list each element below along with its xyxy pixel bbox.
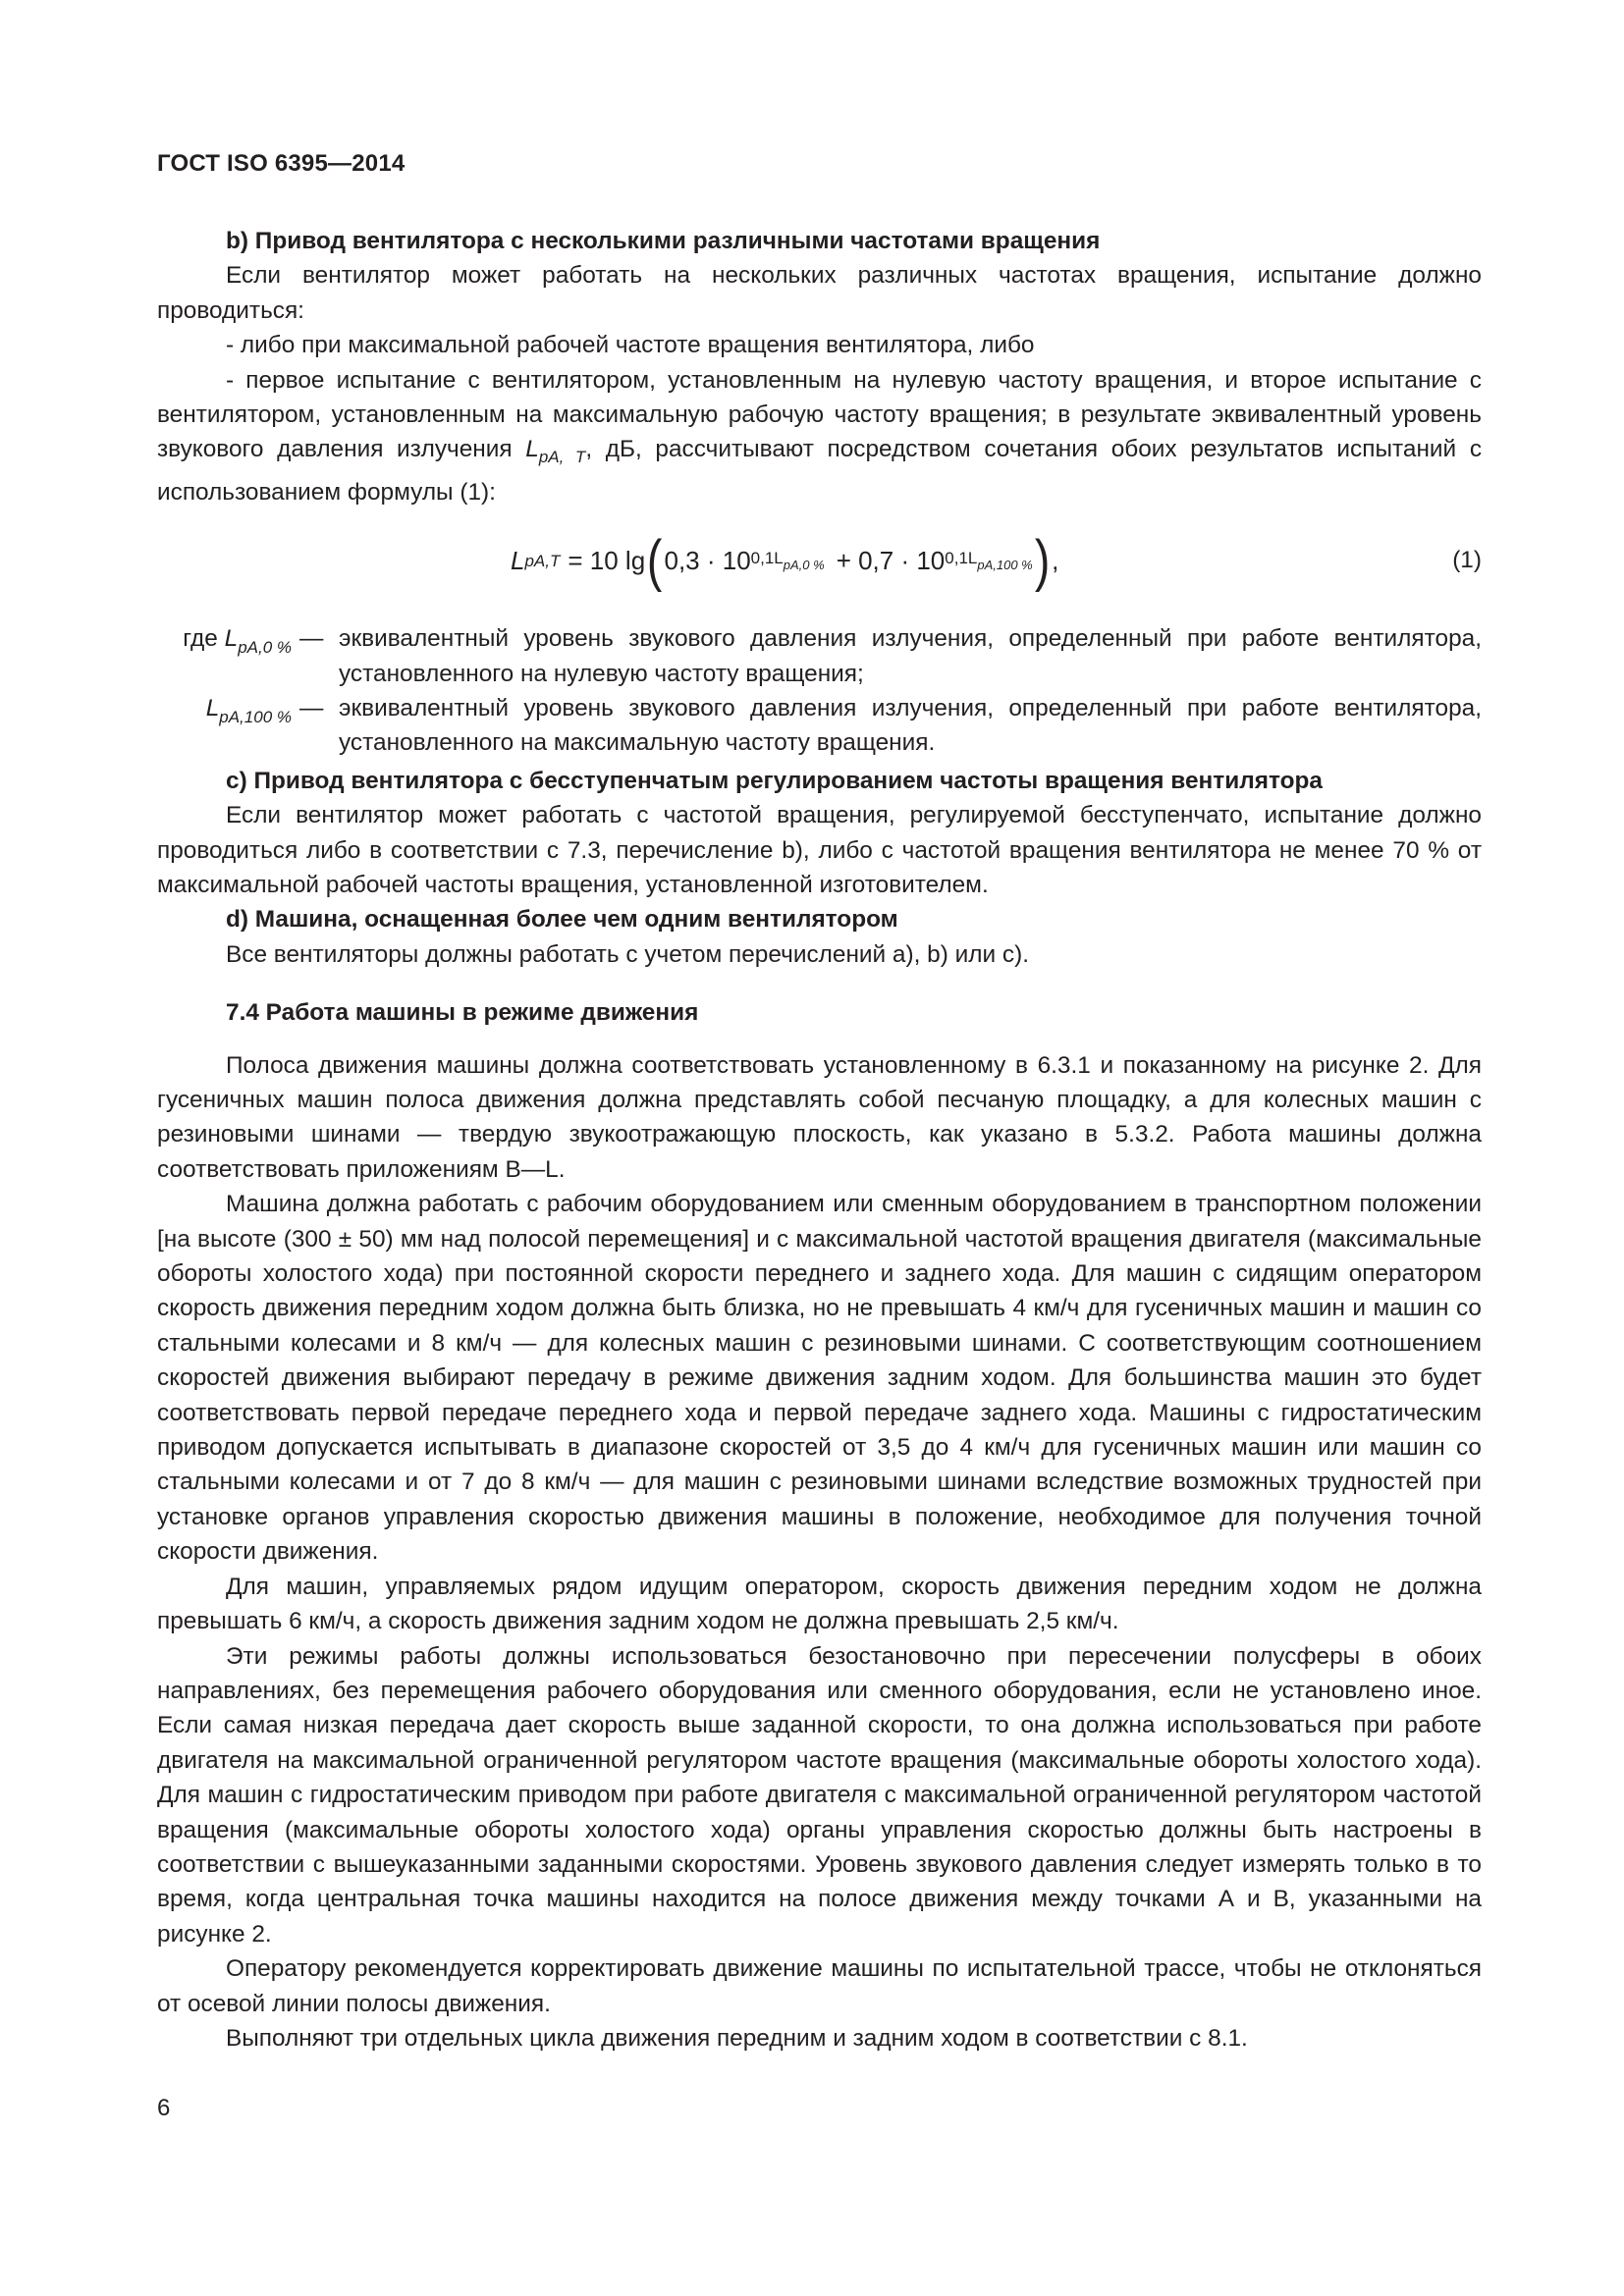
section-7-4-heading: 7.4 Работа машины в режиме движения (226, 999, 699, 1027)
definition-dash: — (299, 625, 324, 653)
definition-symbol-letter: L (224, 625, 239, 653)
formula-lhs-symbol: L (511, 546, 525, 576)
formula-comma: , (1052, 546, 1059, 576)
section-b-paragraph-1: Если вентилятор может работать на нескольких различных частотах вращения, испытание должно проводиться: (157, 262, 1482, 324)
p3-symbol-subscript: pA, T (538, 448, 586, 467)
formula-1 (157, 515, 1482, 608)
definition-symbol-subscript: pA,0 % (238, 638, 292, 658)
definition-text: эквивалентный уровень звукового давления излучения, определенный при работе вентилятора, установленного на нулевую частоту вращения; (339, 625, 1482, 687)
formula-expression (511, 515, 1058, 608)
section-d-heading: d) Машина, оснащенная более чем одним вентилятором (226, 906, 898, 934)
section-7-4-paragraph-3: Для машин, управляемых рядом идущим оператором, скорость движения передним ходом не должна превышать 6 км/ч, а скорость движения задним ходом не должна превышать 2,5 км/ч. (157, 1573, 1482, 1635)
definition-symbol-letter: L (205, 694, 220, 721)
formula-term-1: 0,3 · 10 (664, 546, 751, 576)
section-7-4-paragraph-6: Выполняют три отдельных цикла движения передним и задним ходом в соответствии с 8.1. (226, 2024, 1248, 2052)
section-7-4-paragraph-4: Эти режимы работы должны использоваться безостановочно при пересечении полусферы в обоих направлениях, без перемещения рабочего оборудования или сменного оборудования, если не установлено иное. Если самая низкая передача дает скорость выше заданной скорости, то она должна использоваться при работе двигателя на максимальной ограниченной регулятором частоте вращения (максимальные обороты холостого хода). Для машин с гидростатическим приводом при работе двигателя с максимальной ограниченной регулятором частотой вращения (максимальные обороты холостого хода) органы управления скоростью должны быть настроены в соответствии с вышеуказанными заданными скоростями. Уровень звукового давления следует измерять только в то время, когда центральная точка машины находится на полосе движения между точками А и В, указанными на рисунке 2. (157, 1642, 1482, 1948)
section-c-paragraph-1: Если вентилятор может работать с частотой вращения, регулируемой бесступенчато, испытание должно проводиться либо в соответствии с 7.3, перечисление b), либо с частотой вращения вентилятора не менее 70 % от максимальной рабочей частоты вращения, установленной изготовителем. (157, 802, 1482, 898)
formula-lhs-subscript: pA,T (524, 552, 561, 571)
formula-exponent-2-subscript: pA,100 % (977, 557, 1033, 572)
formula-term-2: + 0,7 · 10 (836, 546, 946, 576)
formula-exponent-1 (751, 541, 825, 582)
formula-exponent-2 (945, 541, 1032, 582)
definition-dash: — (299, 694, 324, 721)
formula-number: (1) (1452, 547, 1482, 574)
section-b-paragraph-2: - либо при максимальной рабочей частоте вращения вентилятора, либо (226, 332, 1035, 359)
definition-symbol-subscript: pA,100 % (219, 707, 292, 726)
p3-text-after: , дБ, рассчитывают посредством сочетания обоих результатов испытаний с использованием формулы (1): (157, 436, 1483, 506)
section-b-paragraph-3 (157, 363, 1482, 510)
definition-symbol (157, 691, 299, 734)
p3-text-before: - первое испытание с вентилятором, установленным на нулевую частоту вращения, и второе испытание с вентилятором, установленным на максимальную рабочую частоту вращения; в результате эквивалентный уровень звукового давления излучения (157, 366, 1482, 463)
p3-symbol: L (525, 436, 539, 463)
definitions-list (157, 621, 1482, 761)
formula-close-paren: ) (1034, 529, 1051, 594)
document-header: ГОСТ ISO 6395—2014 (157, 150, 406, 177)
section-7-4-paragraph-5: Оператору рекомендуется корректировать движение машины по испытательной трассе, чтобы не отклоняться от осевой линии полосы движения. (157, 1955, 1482, 2017)
definition-item (157, 691, 1482, 761)
formula-open-paren: ( (647, 529, 663, 594)
formula-exponent-2-base: 0,1L (945, 548, 978, 567)
document-body (157, 224, 1482, 2056)
section-b-heading: b) Привод вентилятора с несколькими различными частотами вращения (226, 228, 1101, 254)
definition-item (157, 621, 1482, 691)
definition-symbol (157, 621, 299, 665)
section-7-4-paragraph-2: Машина должна работать с рабочим оборудованием или сменным оборудованием в транспортном положении [на высоте (300 ± 50) мм над полосой перемещения] и с максимальной частотой вращения двигателя (максимальные обороты холостого хода) при постоянной скорости переднего и заднего хода. Для машин с сидящим оператором скорость движения передним ходом должна быть близка, но не превышать 4 км/ч для гусеничных машин и машин со стальными колесами и 8 км/ч — для колесных машин с резиновыми шинами. С соответствующим соотношением скоростей движения выбирают передачу в режиме движения задним ходом. Для большинства машин это будет соответствовать первой передаче переднего хода и первой передаче заднего хода. Машины с гидростатическим приводом допускается испытывать в диапазоне скоростей от 3,5 до 4 км/ч для гусеничных машин или машин со стальными колесами и от 7 до 8 км/ч — для машин с резиновыми шинами вследствие возможных трудностей при установке органов управления скоростью движения машины в положение, необходимое для получения точной скорости движения. (157, 1191, 1482, 1566)
section-7-4-paragraph-1: Полоса движения машины должна соответствовать установленному в 6.3.1 и показанному на рисунке 2. Для гусеничных машин полоса движения должна представлять собой песчаную площадку, а для колесных машин с резиновыми шинами — твердую звукоотражающую плоскость, как указано в 5.3.2. Работа машины должна соответствовать приложениям В—L. (157, 1051, 1482, 1183)
formula-exponent-1-base: 0,1L (750, 548, 784, 567)
section-d-paragraph-1: Все вентиляторы должны работать с учетом перечислений а), b) или с). (226, 940, 1029, 968)
definition-prefix: где (183, 625, 225, 653)
formula-exponent-1-subscript: pA,0 % (783, 557, 825, 572)
page-number: 6 (157, 2095, 171, 2121)
definition-text: эквивалентный уровень звукового давления излучения, определенный при работе вентилятора, установленного на максимальную частоту вращения. (339, 694, 1482, 757)
section-c-heading: с) Привод вентилятора с бесступенчатым регулированием частоты вращения вентилятора (226, 767, 1323, 794)
formula-equals-log: = 10 lg (568, 546, 646, 576)
